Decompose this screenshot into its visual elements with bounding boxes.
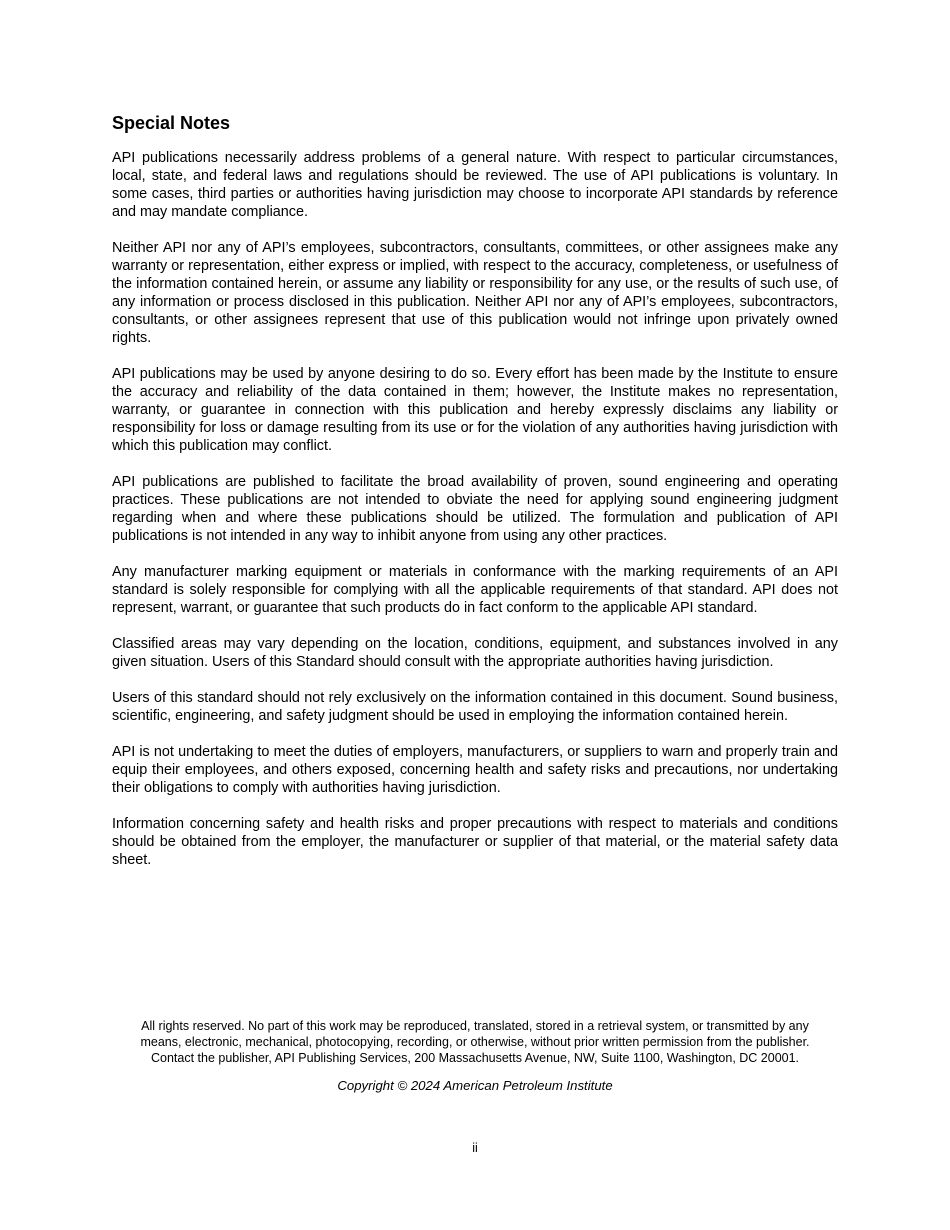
paragraph-publication-purpose: API publications are published to facilitate the broad availability of proven, sound engineering and operating practices. These publications are not intended to obviate the need for applying sound engineering judgment regarding when and where these publications should be utilized. The formulation and publication of API publications is not intended in any way to inhibit anyone from using any other practices.: [112, 474, 838, 544]
paragraph-manufacturer-marking: Any manufacturer marking equipment or materials in conformance with the marking requirements of an API standard is solely responsible for complying with all the applicable requirements of that standard. API does not represent, warrant, or guarantee that such products do in fact conform to the applicable API standard.: [112, 564, 838, 616]
special-notes-section: [112, 111, 838, 887]
paragraph-safety-information: Information concerning safety and health risks and proper precautions with respect to materials and conditions should be obtained from the employer, the manufacturer or supplier of that material, or the material safety data sheet.: [112, 816, 838, 868]
paragraph-accuracy-disclaimer: API publications may be used by anyone desiring to do so. Every effort has been made by the Institute to ensure the accuracy and reliability of the data contained in them; however, the Institute makes no representation, warranty, or guarantee in connection with this publication and hereby expressly disclaims any liability or responsibility for loss or damage resulting from its use or for the violation of any authorities having jurisdiction with which this publication may conflict.: [112, 366, 838, 454]
paragraph-no-warranty: Neither API nor any of API’s employees, subcontractors, consultants, committees, or other assignees make any warranty or representation, either express or implied, with respect to the accuracy, completeness, or usefulness of the information contained herein, or assume any liability or responsibility for any use, or the results of such use, of any information or process disclosed in this publication. Neither API nor any of API’s employees, subcontractors, consultants, or other assignees represent that use of this publication would not infringe upon privately owned rights.: [112, 240, 838, 346]
page-title: Special Notes: [112, 113, 231, 133]
paragraph-general-nature: API publications necessarily address problems of a general nature. With respect to particular circumstances, local, state, and federal laws and regulations should be reviewed. The use of API publications is voluntary. In some cases, third parties or authorities having jurisdiction may choose to incorporate API standards by reference and may mandate compliance.: [112, 150, 838, 220]
page-footer: [120, 1018, 830, 1094]
rights-notice: All rights reserved. No part of this work may be reproduced, translated, stored in a retrieval system, or transmitted by any means, electronic, mechanical, photocopying, recording, or otherwise, without prior written permission from the publisher. Contact the publisher, API Publishing Services, 200 Massachusetts Avenue, NW, Suite 1100, Washington, DC 20001.: [140, 1019, 810, 1065]
copyright-notice: Copyright © 2024 American Petroleum Institute: [337, 1078, 613, 1093]
paragraph-user-judgment: Users of this standard should not rely exclusively on the information contained in this document. Sound business, scientific, engineering, and safety judgment should be used in employing the information contained herein.: [112, 690, 838, 724]
page-number: ii: [472, 1141, 478, 1155]
paragraph-employer-duties: API is not undertaking to meet the duties of employers, manufacturers, or suppliers to warn and properly train and equip their employees, and others exposed, concerning health and safety risks and precautions, nor undertaking their obligations to comply with authorities having jurisdiction.: [112, 744, 838, 796]
paragraph-classified-areas: Classified areas may vary depending on the location, conditions, equipment, and substances involved in any given situation. Users of this Standard should consult with the appropriate authorities having jurisdiction.: [112, 636, 838, 670]
